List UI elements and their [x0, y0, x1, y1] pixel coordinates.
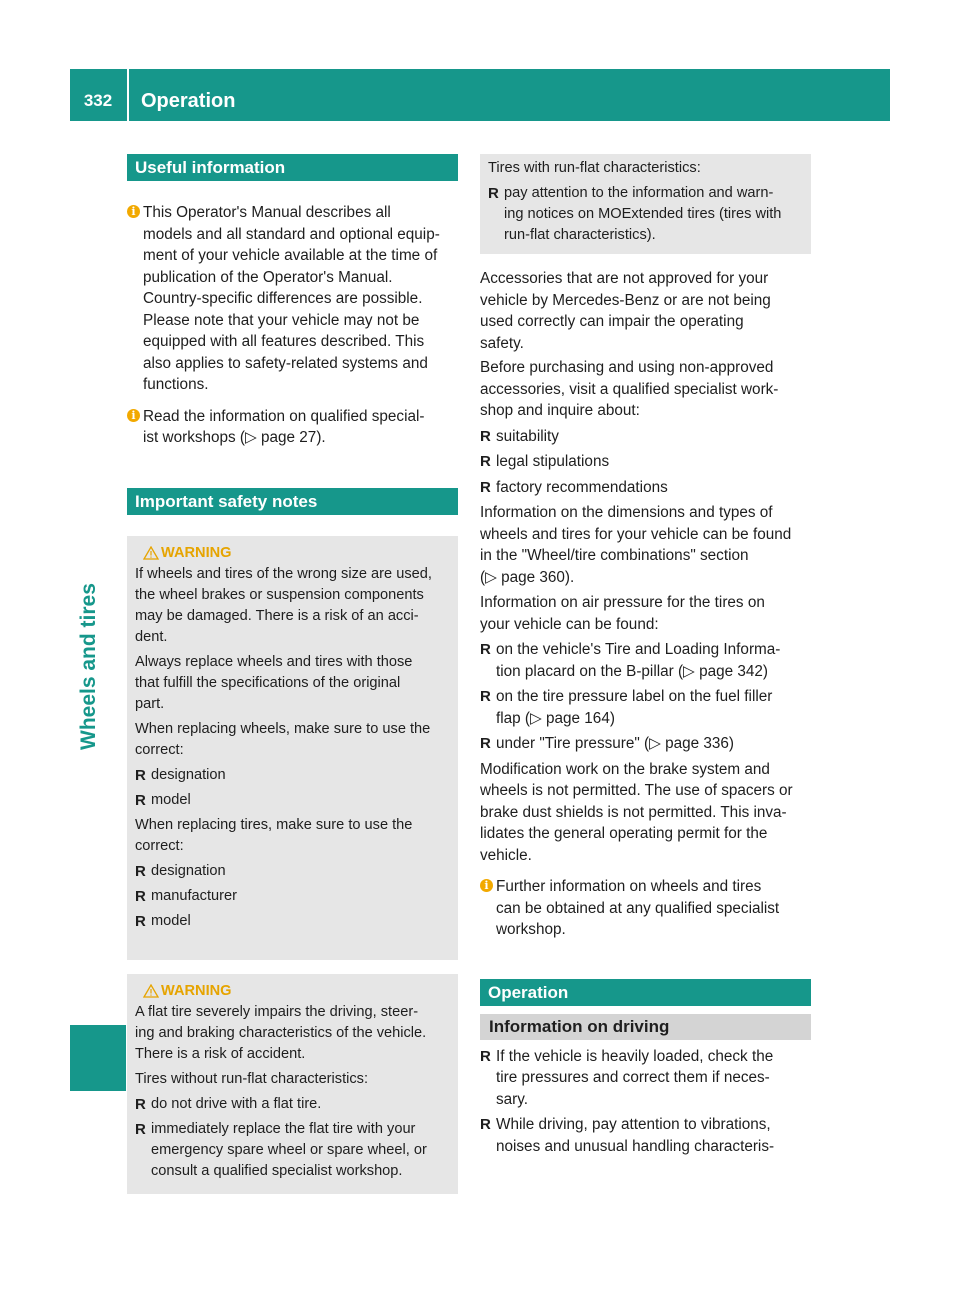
- body-text: used correctly can impair the operating: [480, 313, 744, 330]
- section-heading-operation: Operation: [480, 979, 811, 1006]
- warning-text: ing and braking characteristics of the vehicle.: [135, 1024, 427, 1041]
- info-line: This Operator's Manual describes all: [143, 204, 391, 221]
- page-reference[interactable]: (▷ page 360).: [480, 568, 575, 586]
- bullet-mark: R: [480, 1047, 491, 1065]
- body-text: vehicle.: [480, 846, 532, 864]
- page-title: Operation: [141, 90, 236, 112]
- bullet-mark: R: [135, 766, 146, 784]
- info-line: can be obtained at any qualified specialist: [496, 899, 780, 917]
- body-text: your vehicle can be found:: [480, 615, 659, 633]
- body-text: lidates the general operating permit for the: [480, 825, 768, 842]
- info-note: [127, 406, 458, 449]
- warning-label: WARNING: [161, 544, 232, 561]
- warning-text: If wheels and tires of the wrong size are used,: [135, 565, 432, 582]
- warning-triangle-icon: [143, 984, 159, 998]
- list-item: R pay attention to the information and warn- ing notices on MOExtended tires (tires with run-flat characteristics).: [488, 185, 782, 243]
- warning-text: correct:: [135, 741, 184, 758]
- body-text: Information on the dimensions and types of: [480, 504, 773, 521]
- info-line: Please note that your vehicle may not be: [143, 311, 420, 329]
- bullet-mark: R: [480, 427, 491, 445]
- list-item: R suitability: [480, 426, 811, 448]
- bullet-mark: R: [135, 1120, 146, 1138]
- warning-text: that fulfill the specifications of the original: [135, 674, 401, 691]
- bullet-mark: R: [135, 912, 146, 930]
- list-item: R model: [135, 791, 191, 809]
- body-text: safety.: [480, 334, 524, 352]
- body-text: in the "Wheel/tire combinations" section: [480, 547, 749, 564]
- info-line: Further information on wheels and tires: [496, 878, 762, 895]
- list-item: R under "Tire pressure" (▷ page 336): [480, 733, 811, 755]
- right-column: [480, 154, 811, 1157]
- warning-box-continued: [480, 154, 811, 254]
- warning-text: the wheel brakes or suspension components: [135, 586, 424, 603]
- bullet-mark: R: [480, 641, 491, 658]
- subsection-heading-information-on-driving: Information on driving: [480, 1014, 811, 1040]
- info-note: [480, 876, 811, 941]
- body-text: vehicle by Mercedes-Benz or are not being: [480, 291, 771, 309]
- list-item: R model: [135, 912, 191, 930]
- body-text: Before purchasing and using non-approved: [480, 359, 774, 376]
- bullet-mark: R: [135, 791, 146, 809]
- list-item: R designation: [135, 766, 226, 784]
- bullet-mark: R: [480, 453, 491, 470]
- list-item: R If the vehicle is heavily loaded, check the tire pressures and correct them if neces- sary.: [480, 1047, 774, 1108]
- bullet-mark: R: [135, 1095, 146, 1113]
- bullet-mark: R: [488, 185, 499, 202]
- info-line: Read the information on qualified special-: [143, 407, 425, 425]
- list-item: R factory recommendations: [480, 477, 811, 499]
- section-heading-useful-information: Useful information: [127, 154, 458, 181]
- info-note: [127, 202, 458, 396]
- warning-header: [135, 542, 450, 564]
- body-text: Information on air pressure for the tires on: [480, 594, 765, 611]
- info-line: also applies to safety-related systems and: [143, 354, 428, 372]
- warning-triangle-icon: [143, 546, 159, 560]
- info-line: Country-specific differences are possible.: [143, 290, 423, 307]
- page-reference[interactable]: ist workshops (▷ page 27).: [143, 429, 326, 446]
- info-line: publication of the Operator's Manual.: [143, 268, 393, 286]
- warning-text: Always replace wheels and tires with those: [135, 653, 413, 670]
- bullet-mark: R: [135, 862, 146, 880]
- info-icon: i: [480, 879, 493, 892]
- warning-text: There is a risk of accident.: [135, 1045, 306, 1062]
- list-item: R legal stipulations: [480, 451, 811, 473]
- left-column: [127, 154, 458, 1194]
- warning-box: [127, 536, 458, 960]
- bullet-mark: R: [480, 688, 491, 705]
- info-icon: i: [127, 409, 140, 422]
- body-text: brake dust shields is not permitted. This inva-: [480, 803, 787, 821]
- list-item: R manufacturer: [135, 887, 237, 905]
- section-heading-safety-notes: Important safety notes: [127, 488, 458, 515]
- info-line: ment of your vehicle available at the time of: [143, 247, 438, 264]
- body-text: Modification work on the brake system and: [480, 760, 770, 778]
- warning-label: WARNING: [161, 982, 232, 999]
- info-line: functions.: [143, 376, 209, 393]
- info-line: workshop.: [496, 921, 566, 938]
- warning-header: [135, 980, 450, 1002]
- body-text: accessories, visit a qualified specialist work-: [480, 380, 779, 398]
- info-icon: i: [127, 205, 140, 218]
- list-item: R While driving, pay attention to vibrations, noises and unusual handling characteris-: [480, 1116, 775, 1155]
- body-text: Accessories that are not approved for your: [480, 270, 769, 287]
- bullet-mark: R: [480, 478, 491, 496]
- warning-text: When replacing wheels, make sure to use the: [135, 720, 431, 737]
- side-tab-label: Wheels and tires: [77, 583, 100, 750]
- page-number: 332: [83, 91, 113, 110]
- side-tab-block: [70, 1025, 126, 1091]
- warning-text: Tires with run-flat characteristics:: [488, 160, 701, 176]
- warning-text: A flat tire severely impairs the driving, steer-: [135, 1003, 419, 1020]
- warning-text: correct:: [135, 837, 184, 854]
- list-item: R on the tire pressure label on the fuel filler flap (▷ page 164): [480, 688, 773, 727]
- body-text: wheels is not permitted. The use of spacers or: [480, 782, 793, 799]
- info-line: equipped with all features described. This: [143, 333, 425, 350]
- warning-text: dent.: [135, 628, 168, 645]
- list-item: R immediately replace the flat tire with your emergency spare wheel or spare wheel, or consult a qualified specialist workshop.: [135, 1120, 427, 1179]
- warning-text: may be damaged. There is a risk of an acci-: [135, 607, 419, 624]
- list-item: R do not drive with a flat tire.: [135, 1095, 322, 1113]
- bullet-mark: R: [480, 735, 491, 752]
- warning-box: [127, 974, 458, 1194]
- bullet-mark: R: [480, 1116, 491, 1133]
- info-line: models and all standard and optional equip-: [143, 225, 440, 243]
- warning-text: Tires without run-flat characteristics:: [135, 1070, 369, 1087]
- list-item: R on the vehicle's Tire and Loading Informa- tion placard on the B-pillar (▷ page 342): [480, 641, 781, 680]
- warning-text: When replacing tires, make sure to use the: [135, 816, 413, 833]
- body-text: shop and inquire about:: [480, 402, 640, 419]
- header-divider: [127, 69, 129, 121]
- list-item: R designation: [135, 862, 226, 880]
- bullet-mark: R: [135, 887, 146, 905]
- warning-text: part.: [135, 695, 165, 712]
- body-text: wheels and tires for your vehicle can be found: [480, 525, 792, 543]
